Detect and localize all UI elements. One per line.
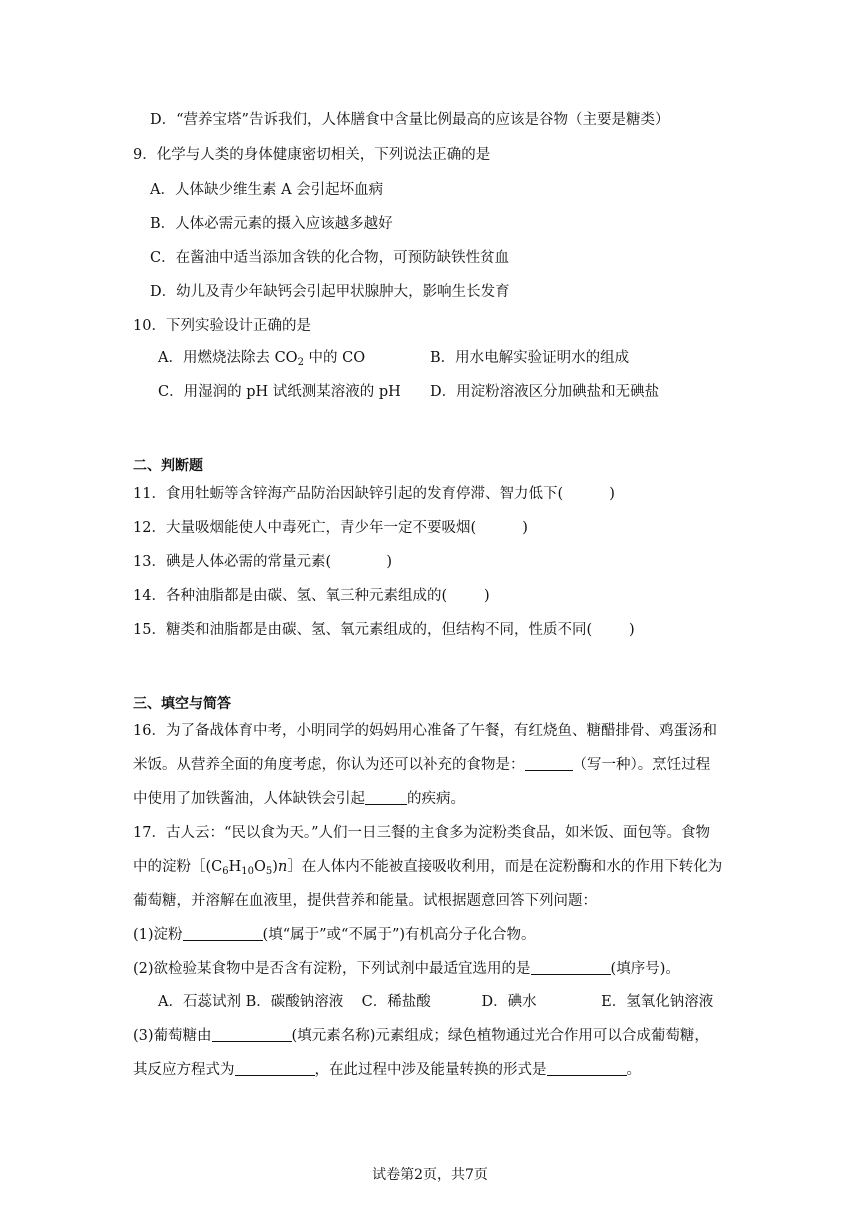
- q8-option-d: D．“营养宝塔”告诉我们，人体膳食中含量比例最高的应该是谷物（主要是糖类）: [150, 112, 670, 128]
- q17-part3: (3)葡萄糖由 (填元素名称)元素组成；绿色植物通过光合作用可以合成葡萄糖，: [133, 1028, 709, 1044]
- section-heading-fill: 三、填空与简答: [133, 696, 231, 712]
- q17-part2: (2)欲检验某食物中是否含有淀粉，下列试剂中最适宜选用的是 (填序号)。: [133, 961, 680, 977]
- answer-blank: [212, 1027, 292, 1042]
- q17-line1: 17．古人云：“民以食为天。”人们一日三餐的主食多为淀粉类食品，如米饭、面包等。食物: [133, 825, 711, 841]
- q9-option-b: B．人体必需元素的摄入应该越多越好: [150, 216, 393, 232]
- answer-blank: [531, 960, 611, 975]
- q15: 15．糖类和油脂都是由碳、氢、氧元素组成的，但结构不同，性质不同( ): [133, 622, 635, 638]
- answer-blank: [525, 756, 573, 771]
- q14: 14．各种油脂都是由碳、氢、氧三种元素组成的( ): [133, 588, 490, 604]
- q10-option-c: C．用湿润的 pH 试纸测某溶液的 pH: [158, 384, 401, 400]
- q11: 11．食用牡蛎等含锌海产品防治因缺锌引起的发育停滞、智力低下( ): [133, 486, 615, 502]
- answer-blank: [547, 1061, 627, 1076]
- answer-blank: [365, 790, 407, 805]
- q9-stem: 9．化学与人类的身体健康密切相关，下列说法正确的是: [133, 147, 491, 163]
- q10-option-a: A．用燃烧法除去 $CO_2$ 中的 CO: [158, 350, 366, 368]
- page-footer: 试卷第2页，共7页: [372, 1167, 488, 1183]
- q13: 13．碘是人体必需的常量元素( ): [133, 554, 393, 570]
- q12: 12．大量吸烟能使人中毒死亡，青少年一定不要吸烟( ): [133, 520, 528, 536]
- q9-option-c: C．在酱油中适当添加含铁的化合物，可预防缺铁性贫血: [150, 250, 510, 266]
- q10-option-d: D．用淀粉溶液区分加碘盐和无碘盐: [430, 384, 660, 400]
- answer-blank: [183, 926, 263, 941]
- q17-part3-cont: 其反应方程式为 ，在此过程中涉及能量转换的形式是 。: [133, 1062, 641, 1078]
- q17-part1: (1)淀粉 (填“属于”或“不属于”)有机高分子化合物。: [133, 927, 536, 943]
- q10-option-b: B．用水电解实验证明水的组成: [430, 350, 630, 366]
- q16-line3: 中使用了加铁酱油，人体缺铁会引起 的疾病。: [133, 791, 465, 807]
- q17-line2: 中的淀粉$[(C_6H_{10}O_5)n]$在人体内不能被直接吸收利用，而是在淀粉酶和水的作用下转化为: [133, 859, 723, 877]
- q17-part2-options: A．石蕊试剂 B．碳酸钠溶液 C．稀盐酸 D．碘水 E．氢氧化钠溶液: [158, 994, 714, 1010]
- q16-line1: 16．为了备战体育中考，小明同学的妈妈用心准备了午餐，有红烧鱼、糖醋排骨、鸡蛋汤和: [133, 723, 717, 739]
- section-heading-judgment: 二、判断题: [133, 458, 203, 474]
- q10-stem: 10．下列实验设计正确的是: [133, 318, 311, 334]
- q9-option-a: A．人体缺少维生素 A 会引起坏血病: [150, 182, 384, 198]
- q16-line2: 米饭。从营养全面的角度考虑，你认为还可以补充的食物是： （写一种）。烹饪过程: [133, 757, 711, 773]
- q17-line3: 葡萄糖，并溶解在血液里，提供营养和能量。试根据题意回答下列问题：: [133, 893, 597, 909]
- answer-blank: [235, 1061, 315, 1076]
- q9-option-d: D．幼儿及青少年缺钙会引起甲状腺肿大，影响生长发育: [150, 284, 510, 300]
